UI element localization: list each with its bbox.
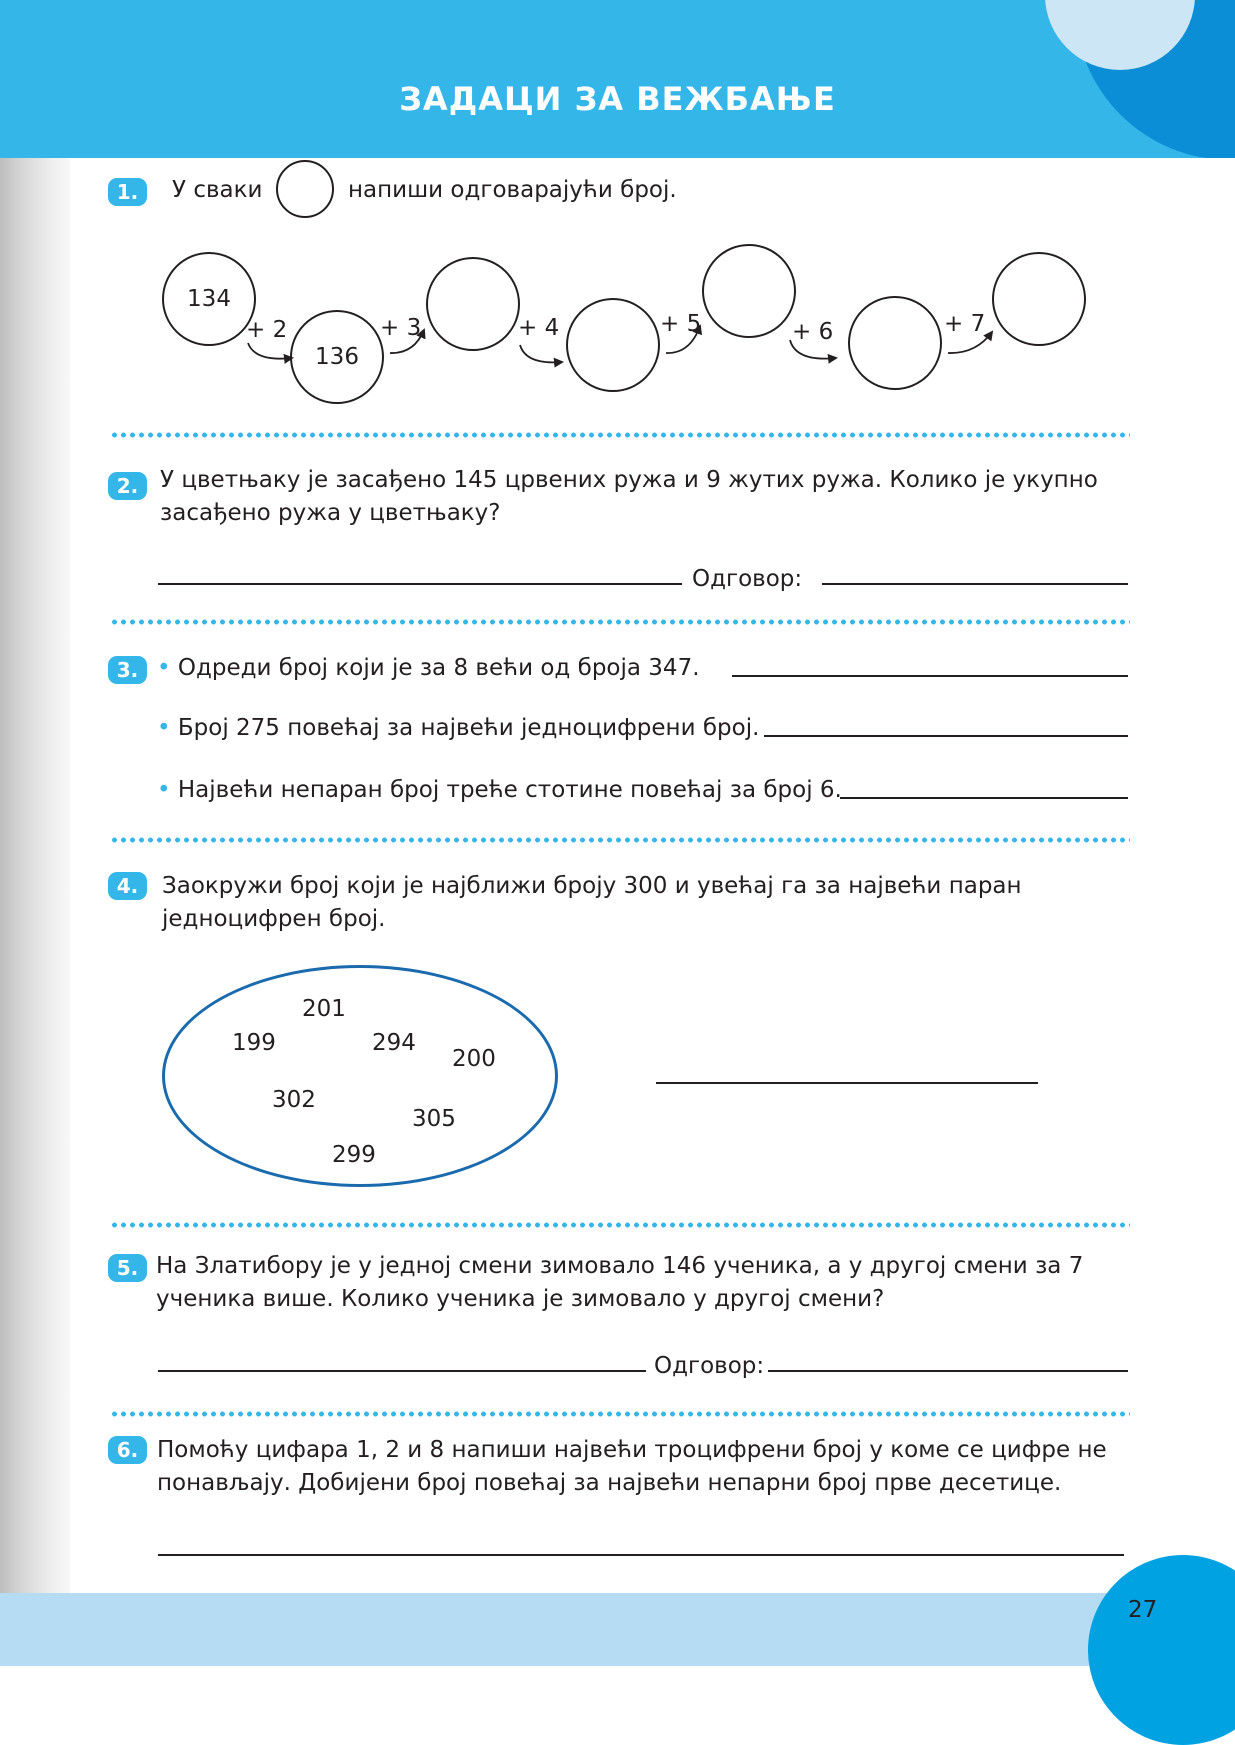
chain-step-1: + 2 [246, 317, 288, 343]
task-6-answer-line[interactable] [158, 1554, 1124, 1556]
ellipse-number-294[interactable]: 294 [372, 1030, 416, 1056]
task-2-line-2: засађено ружа у цветњаку? [160, 500, 501, 526]
task-3-item-3-text: Највећи непаран број треће стотине повећај за број 6. [177, 777, 842, 803]
task-2-answer-label: Одговор: [692, 566, 803, 592]
task-3-item-2 [157, 712, 759, 745]
bullet-icon: • [157, 655, 178, 681]
task-3-item-1-text: Одреди број који је за 8 већи од броја 347. [177, 655, 700, 681]
task-5-line-1: На Златибору је у једној смени зимовало 146 ученика, а у другој смени за 7 [156, 1253, 1084, 1279]
chain-step-2: + 3 [380, 315, 422, 341]
chain-step-6: + 7 [944, 311, 986, 337]
arrow-6-7 [948, 332, 992, 353]
task-5-number: 5. [108, 1254, 147, 1282]
task-3-item-2-text: Број 275 повећај за највећи једноцифрени број. [177, 715, 760, 741]
task-6-line-1: Помоћу цифара 1, 2 и 8 напиши највећи троцифрени број у коме се цифре не [157, 1437, 1107, 1463]
ellipse-number-305[interactable]: 305 [412, 1106, 456, 1132]
task-3-item-1 [157, 652, 700, 685]
task-3-item-3 [157, 774, 842, 807]
separator-1 [110, 432, 1130, 438]
task-2-answer-line[interactable] [822, 583, 1128, 585]
ellipse-number-199[interactable]: 199 [232, 1030, 276, 1056]
arrow-4-5 [666, 326, 700, 353]
task-1-number: 1. [108, 178, 147, 206]
task-2-line-1: У цветњаку је засађено 145 црвених ружа и 9 жутих ружа. Колико је укупно [160, 467, 1098, 493]
arrow-1-2 [248, 343, 292, 359]
task-2-work-line[interactable] [158, 583, 682, 585]
ellipse-number-302[interactable]: 302 [272, 1087, 316, 1113]
chain-step-5: + 6 [792, 319, 834, 345]
task-4-line-1: Заокружи број који је најближи броју 300 и увећај га за највећи паран [162, 873, 1022, 899]
task-3-answer-line-3[interactable] [840, 797, 1128, 799]
task-2-number: 2. [108, 472, 147, 500]
task-6-line-2: понављају. Добијени број повећај за највећи непарни број прве десетице. [157, 1470, 1062, 1496]
separator-4 [110, 1222, 1130, 1228]
task-5-answer-line[interactable] [768, 1370, 1128, 1372]
arrow-5-6 [790, 340, 836, 359]
task-3-answer-line-2[interactable] [764, 735, 1128, 737]
chain-step-4: + 5 [660, 311, 702, 337]
task-5-line-2: ученика више. Колико ученика је зимовало у другој смени? [156, 1286, 885, 1312]
task-5-answer-label: Одговор: [654, 1353, 765, 1379]
page-number: 27 [1128, 1597, 1158, 1623]
task-6-number: 6. [108, 1436, 147, 1464]
chain-step-3: + 4 [518, 315, 560, 341]
ellipse-number-200[interactable]: 200 [452, 1046, 496, 1072]
task-1-text-after: напиши одговарајући број. [348, 177, 677, 203]
task-4-number: 4. [108, 872, 147, 900]
arrow-3-4 [520, 345, 562, 362]
task-3-number: 3. [108, 656, 147, 684]
task-5-work-line[interactable] [158, 1370, 646, 1372]
separator-2 [110, 619, 1130, 625]
bullet-icon: • [157, 777, 178, 803]
ellipse-number-201[interactable]: 201 [302, 996, 346, 1022]
arrow-2-3 [390, 330, 424, 353]
page-title: ЗАДАЦИ ЗА ВЕЖБАЊЕ [399, 80, 836, 118]
task-3-answer-line-1[interactable] [732, 675, 1128, 677]
chain-value-2: 136 [315, 344, 359, 370]
ellipse-number-299[interactable]: 299 [332, 1142, 376, 1168]
task-4-line-2: једноцифрен број. [162, 906, 386, 932]
separator-3 [110, 837, 1130, 843]
task-4-answer-line[interactable] [656, 1082, 1038, 1084]
chain-value-1: 134 [187, 286, 231, 312]
separator-5 [110, 1411, 1130, 1417]
bullet-icon: • [157, 715, 178, 741]
task-1-text-before: У сваки [172, 177, 263, 203]
